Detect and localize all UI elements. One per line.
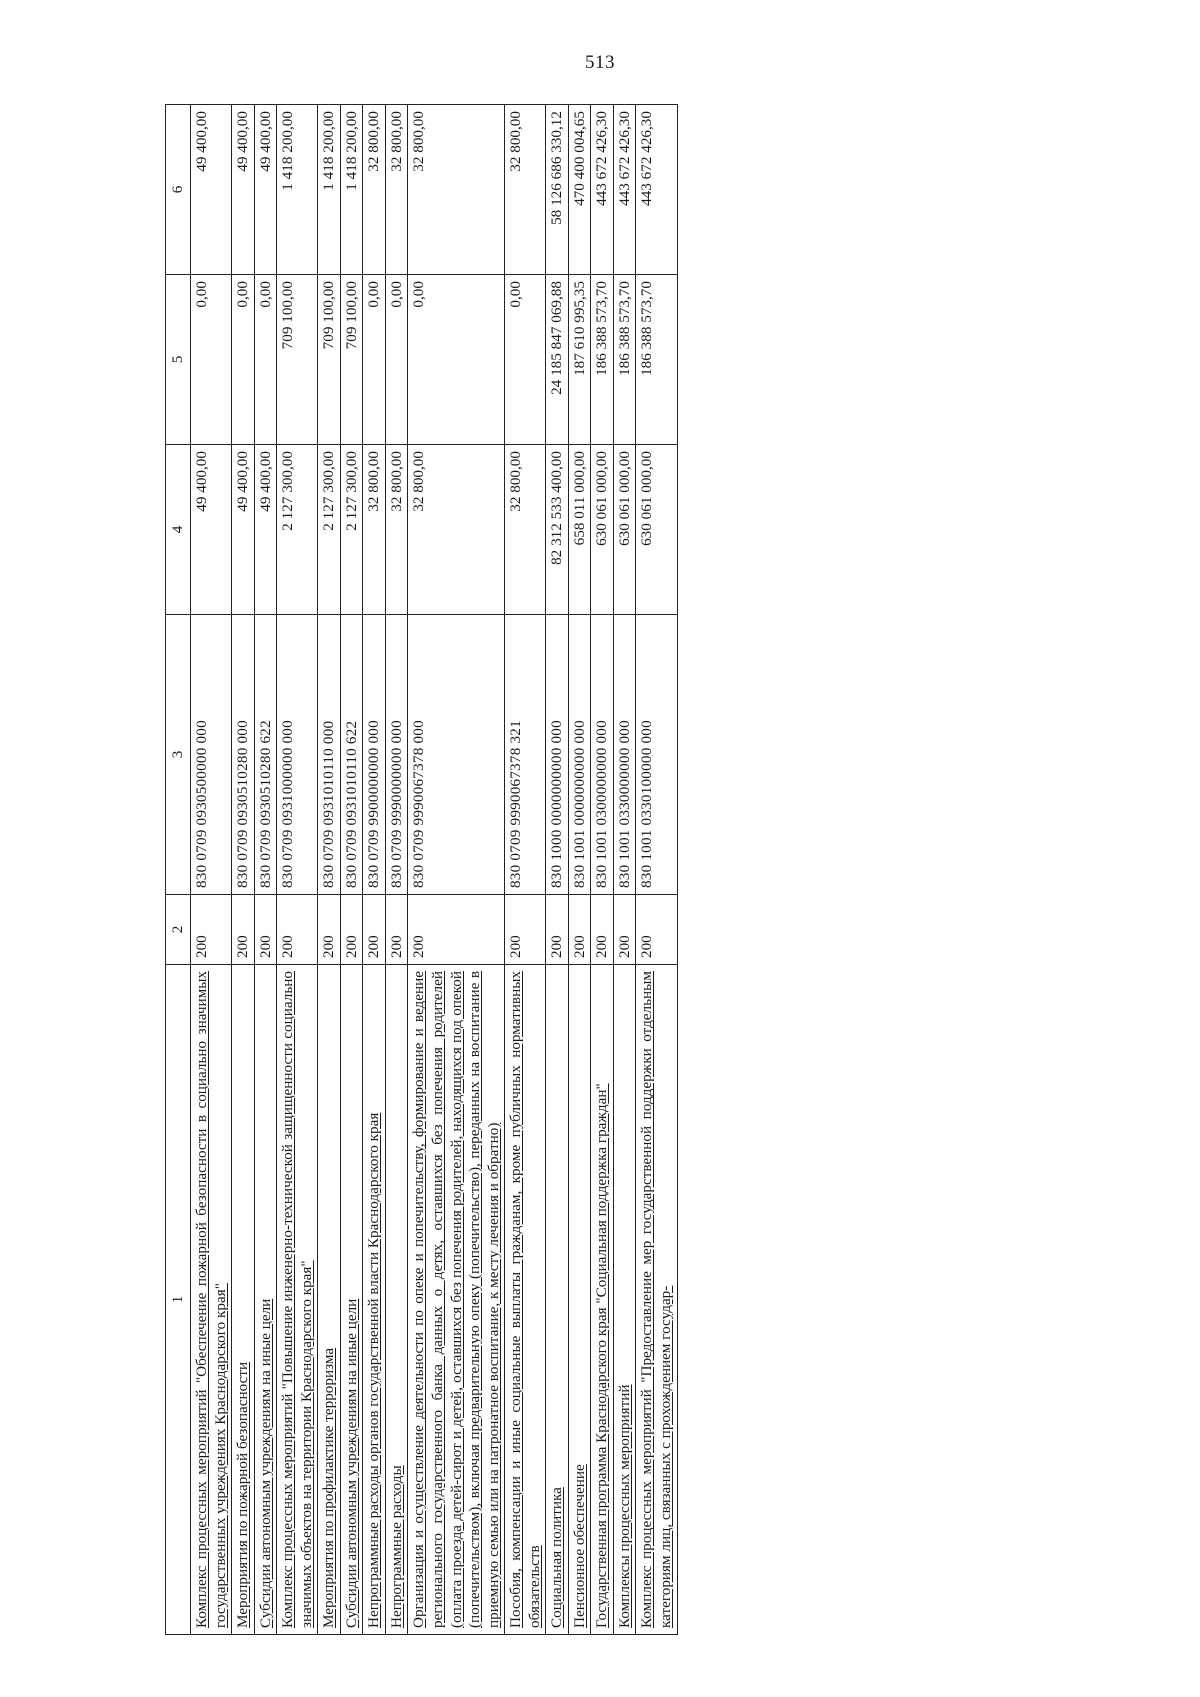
row-budget-code-cell [385,615,408,895]
row-amount-col5-cell-text: 0,00 [234,281,252,308]
row-amount-col6-cell-text: 49 400,00 [256,111,274,172]
row-name-cell-text: Пособия, компенсации и иные социальные выплаты гражданам, кроме публичных нормативных обязательств [507,971,543,1628]
row-admin-code-cell-text: 200 [615,935,633,958]
table-row [363,105,386,1635]
row-amount-col6-cell-text: 443 672 426,30 [593,111,611,206]
table-row [191,105,232,1635]
row-amount-col5-cell-text: 0,00 [256,281,274,308]
row-amount-col4-cell-text: 49 400,00 [256,451,274,512]
row-name-cell [505,965,546,1635]
row-amount-col6-cell [591,105,614,275]
rotated-table-container [165,105,1065,1635]
row-amount-col4-cell [191,445,232,615]
row-amount-col4-cell [591,445,614,615]
row-amount-col6-cell-text: 32 800,00 [387,111,405,172]
row-admin-code-cell [546,895,569,965]
row-budget-code-cell [591,615,614,895]
row-amount-col6-cell-text: 443 672 426,30 [638,111,656,206]
row-budget-code-cell [613,615,636,895]
row-admin-code-cell [568,895,591,965]
row-name-cell-text: Комплекс процессных мероприятий "Предоставление мер государственной поддержки отдельным категориям лиц, связанных с прохождением государ- [638,971,675,1628]
row-name-cell [318,965,341,1635]
row-amount-col5-cell [191,275,232,445]
page-number: 513 [585,52,615,73]
row-amount-col5-cell-text: 24 185 847 069,88 [548,281,566,395]
row-budget-code-cell-text: 830 1001 0330000000 000 [615,720,633,888]
row-budget-code-cell-text: 830 0709 9900000000 000 [365,720,383,888]
row-name-cell-text: Социальная политика [548,1487,566,1628]
row-amount-col6-cell-text: 443 672 426,30 [615,111,633,206]
row-admin-code-cell-text: 200 [193,935,210,958]
row-name-cell-text: Субсидии автономным учреждениям на иные цели [342,1298,360,1628]
table-row [385,105,408,1635]
row-amount-col4-cell-text: 49 400,00 [193,451,210,512]
row-name-cell [546,965,569,1635]
row-amount-col5-cell [232,275,255,445]
row-amount-col4-cell-text: 49 400,00 [234,451,252,512]
row-budget-code-cell-text: 830 1001 0330100000 000 [638,720,656,888]
row-budget-code-cell [254,615,277,895]
budget-table [165,104,678,1635]
row-amount-col6-cell [254,105,277,275]
header-col-3: 3 [166,615,191,895]
table-row [636,105,677,1635]
row-budget-code-cell [363,615,386,895]
row-amount-col4-cell-text: 658 011 000,00 [570,451,588,546]
row-amount-col6-cell [191,105,232,275]
row-amount-col4-cell-text: 32 800,00 [365,451,383,512]
row-name-cell [568,965,591,1635]
row-amount-col6-cell [277,105,318,275]
row-admin-code-cell-text: 200 [410,935,428,958]
row-admin-code-cell [254,895,277,965]
header-row [166,105,191,1635]
row-budget-code-cell [232,615,255,895]
row-budget-code-cell [546,615,569,895]
row-admin-code-cell-text: 200 [593,935,611,958]
row-admin-code-cell-text: 200 [638,935,656,958]
row-amount-col4-cell-text: 32 800,00 [410,451,428,512]
row-amount-col4-cell-text: 32 800,00 [387,451,405,512]
row-amount-col5-cell [591,275,614,445]
row-admin-code-cell-text: 200 [256,935,274,958]
row-budget-code-cell [277,615,318,895]
table-row [277,105,318,1635]
row-name-cell [340,965,363,1635]
row-admin-code-cell-text: 200 [342,935,360,958]
row-amount-col6-cell-text: 32 800,00 [365,111,383,172]
row-amount-col5-cell [546,275,569,445]
row-admin-code-cell [340,895,363,965]
row-amount-col6-cell-text: 32 800,00 [410,111,428,172]
table-body [191,105,678,1635]
row-admin-code-cell [591,895,614,965]
row-name-cell-text: Непрограммные расходы [387,1465,405,1628]
row-amount-col4-cell-text: 2 127 300,00 [279,451,297,531]
row-amount-col5-cell [254,275,277,445]
row-admin-code-cell-text: 200 [548,935,566,958]
header-col-2: 2 [166,895,191,965]
row-name-cell [363,965,386,1635]
row-admin-code-cell [505,895,546,965]
row-amount-col6-cell [568,105,591,275]
row-amount-col6-cell [546,105,569,275]
row-admin-code-cell-text: 200 [365,935,383,958]
row-amount-col6-cell-text: 49 400,00 [234,111,252,172]
row-amount-col4-cell [232,445,255,615]
row-admin-code-cell [363,895,386,965]
row-admin-code-cell-text: 200 [387,935,405,958]
row-admin-code-cell [232,895,255,965]
row-admin-code-cell [277,895,318,965]
table-row [591,105,614,1635]
row-amount-col4-cell [546,445,569,615]
row-amount-col4-cell [408,445,505,615]
row-budget-code-cell [505,615,546,895]
row-amount-col5-cell [408,275,505,445]
row-name-cell-text: Комплекс процессных мероприятий "Обеспечение пожарной безопасности в социально значимых государственных учреждениях Краснодарского края" [193,971,229,1628]
row-amount-col5-cell [363,275,386,445]
row-name-cell-text: Государственная программа Краснодарского края "Социальная поддержка граждан" [593,1083,611,1628]
header-col-4: 4 [166,445,191,615]
row-admin-code-cell [191,895,232,965]
row-amount-col6-cell [613,105,636,275]
row-budget-code-cell-text: 830 1000 0000000000 000 [548,720,566,888]
row-amount-col6-cell-text: 58 126 686 330,12 [548,111,566,225]
row-amount-col5-cell-text: 709 100,00 [342,281,360,350]
row-amount-col5-cell [568,275,591,445]
row-amount-col6-cell [232,105,255,275]
row-amount-col6-cell-text: 1 418 200,00 [279,111,297,191]
row-amount-col6-cell [385,105,408,275]
row-amount-col6-cell [363,105,386,275]
row-name-cell-text: Организация и осуществление деятельности по опеке и попечительству, формирование и ведение регионального государственного банка данных о детях, оставшихся без попечения родителей (оплата проезда детей-сирот и детей, оставшихся без попечения родителей, находящихся под опекой (попечительством), включая предварительную опеку (попечительство), переданных на воспитание в приемную семью или на патронатное воспитание, к месту лечения и обратно) [410,971,502,1628]
row-name-cell [232,965,255,1635]
row-admin-code-cell [613,895,636,965]
row-amount-col5-cell [318,275,341,445]
table-row [546,105,569,1635]
row-amount-col4-cell-text: 2 127 300,00 [320,451,338,531]
row-amount-col4-cell-text: 630 061 000,00 [615,451,633,546]
row-budget-code-cell-text: 830 0709 0931000000 000 [279,720,297,888]
table-row [340,105,363,1635]
row-name-cell [408,965,505,1635]
row-admin-code-cell [318,895,341,965]
row-name-cell-text: Пенсионное обеспечение [570,1464,588,1628]
row-amount-col4-cell [568,445,591,615]
row-amount-col5-cell-text: 186 388 573,70 [615,281,633,376]
row-amount-col5-cell [505,275,546,445]
row-budget-code-cell-text: 830 1001 0000000000 000 [570,720,588,888]
row-amount-col6-cell [636,105,677,275]
row-name-cell-text: Комплекс процессных мероприятий "Повышение инженерно-технической защищенности социально значимых объектов на территории Краснодарского края" [279,971,315,1628]
row-name-cell-text: Комплексы процессных мероприятий [615,1384,633,1628]
row-amount-col5-cell-text: 709 100,00 [320,281,338,350]
row-admin-code-cell [636,895,677,965]
row-budget-code-cell [408,615,505,895]
row-amount-col5-cell-text: 709 100,00 [279,281,297,350]
row-amount-col4-cell [505,445,546,615]
table-row [254,105,277,1635]
row-amount-col4-cell [340,445,363,615]
row-name-cell [191,965,232,1635]
row-admin-code-cell-text: 200 [570,935,588,958]
row-amount-col5-cell [340,275,363,445]
row-budget-code-cell-text: 830 0709 9990067378 321 [507,720,525,888]
row-amount-col4-cell [277,445,318,615]
table-row [232,105,255,1635]
row-name-cell-text: Мероприятия по профилактике терроризма [320,1347,338,1628]
row-budget-code-cell-text: 830 0709 9990067378 000 [410,720,428,888]
row-amount-col4-cell-text: 82 312 533 400,00 [548,451,566,565]
row-name-cell-text: Мероприятия по пожарной безопасности [234,1361,252,1628]
row-amount-col4-cell [613,445,636,615]
row-admin-code-cell [385,895,408,965]
row-amount-col6-cell-text: 49 400,00 [193,111,210,172]
row-amount-col5-cell-text: 186 388 573,70 [593,281,611,376]
row-amount-col5-cell-text: 0,00 [387,281,405,308]
row-amount-col5-cell [636,275,677,445]
table-row [613,105,636,1635]
row-name-cell-text: Субсидии автономным учреждениям на иные цели [256,1298,274,1628]
row-amount-col5-cell-text: 0,00 [193,281,210,308]
row-amount-col6-cell [340,105,363,275]
row-amount-col4-cell-text: 630 061 000,00 [593,451,611,546]
row-name-cell [254,965,277,1635]
table-row [505,105,546,1635]
row-amount-col6-cell [505,105,546,275]
row-budget-code-cell-text: 830 0709 0930500000 000 [193,720,210,888]
row-amount-col5-cell-text: 186 388 573,70 [638,281,656,376]
row-amount-col4-cell [385,445,408,615]
row-budget-code-cell [340,615,363,895]
row-amount-col4-cell [254,445,277,615]
row-budget-code-cell-text: 830 0709 0930510280 622 [256,720,274,888]
row-name-cell [613,965,636,1635]
row-admin-code-cell-text: 200 [234,935,252,958]
row-admin-code-cell-text: 200 [279,935,297,958]
row-budget-code-cell [191,615,232,895]
row-budget-code-cell-text: 830 0709 9990000000 000 [387,720,405,888]
row-amount-col6-cell-text: 32 800,00 [507,111,525,172]
row-admin-code-cell-text: 200 [320,935,338,958]
row-budget-code-cell-text: 830 0709 0930510280 000 [234,720,252,888]
row-amount-col4-cell [636,445,677,615]
row-amount-col4-cell [363,445,386,615]
row-name-cell [385,965,408,1635]
row-budget-code-cell-text: 830 0709 0931010110 622 [342,720,360,888]
row-admin-code-cell-text: 200 [507,935,525,958]
table-row [318,105,341,1635]
row-amount-col6-cell-text: 470 400 004,65 [570,111,588,206]
row-admin-code-cell [408,895,505,965]
row-name-cell [636,965,677,1635]
row-amount-col6-cell [408,105,505,275]
row-budget-code-cell [636,615,677,895]
table-row [568,105,591,1635]
header-col-6: 6 [166,105,191,275]
row-name-cell [591,965,614,1635]
header-col-1: 1 [166,965,191,1635]
row-budget-code-cell [568,615,591,895]
row-amount-col6-cell-text: 1 418 200,00 [342,111,360,191]
row-name-cell-text: Непрограммные расходы органов государственной власти Краснодарского края [365,1112,383,1628]
row-amount-col4-cell-text: 2 127 300,00 [342,451,360,531]
row-budget-code-cell [318,615,341,895]
row-budget-code-cell-text: 830 1001 0300000000 000 [593,720,611,888]
row-budget-code-cell-text: 830 0709 0931010110 000 [320,720,338,888]
row-amount-col5-cell-text: 0,00 [507,281,525,308]
row-amount-col5-cell [385,275,408,445]
row-amount-col6-cell [318,105,341,275]
row-amount-col5-cell-text: 187 610 995,35 [570,281,588,376]
header-col-5: 5 [166,275,191,445]
row-amount-col6-cell-text: 1 418 200,00 [320,111,338,191]
row-amount-col5-cell-text: 0,00 [365,281,383,308]
row-amount-col5-cell [277,275,318,445]
table-row [408,105,505,1635]
row-amount-col4-cell [318,445,341,615]
row-name-cell [277,965,318,1635]
row-amount-col4-cell-text: 630 061 000,00 [638,451,656,546]
row-amount-col5-cell [613,275,636,445]
row-amount-col5-cell-text: 0,00 [410,281,428,308]
row-amount-col4-cell-text: 32 800,00 [507,451,525,512]
